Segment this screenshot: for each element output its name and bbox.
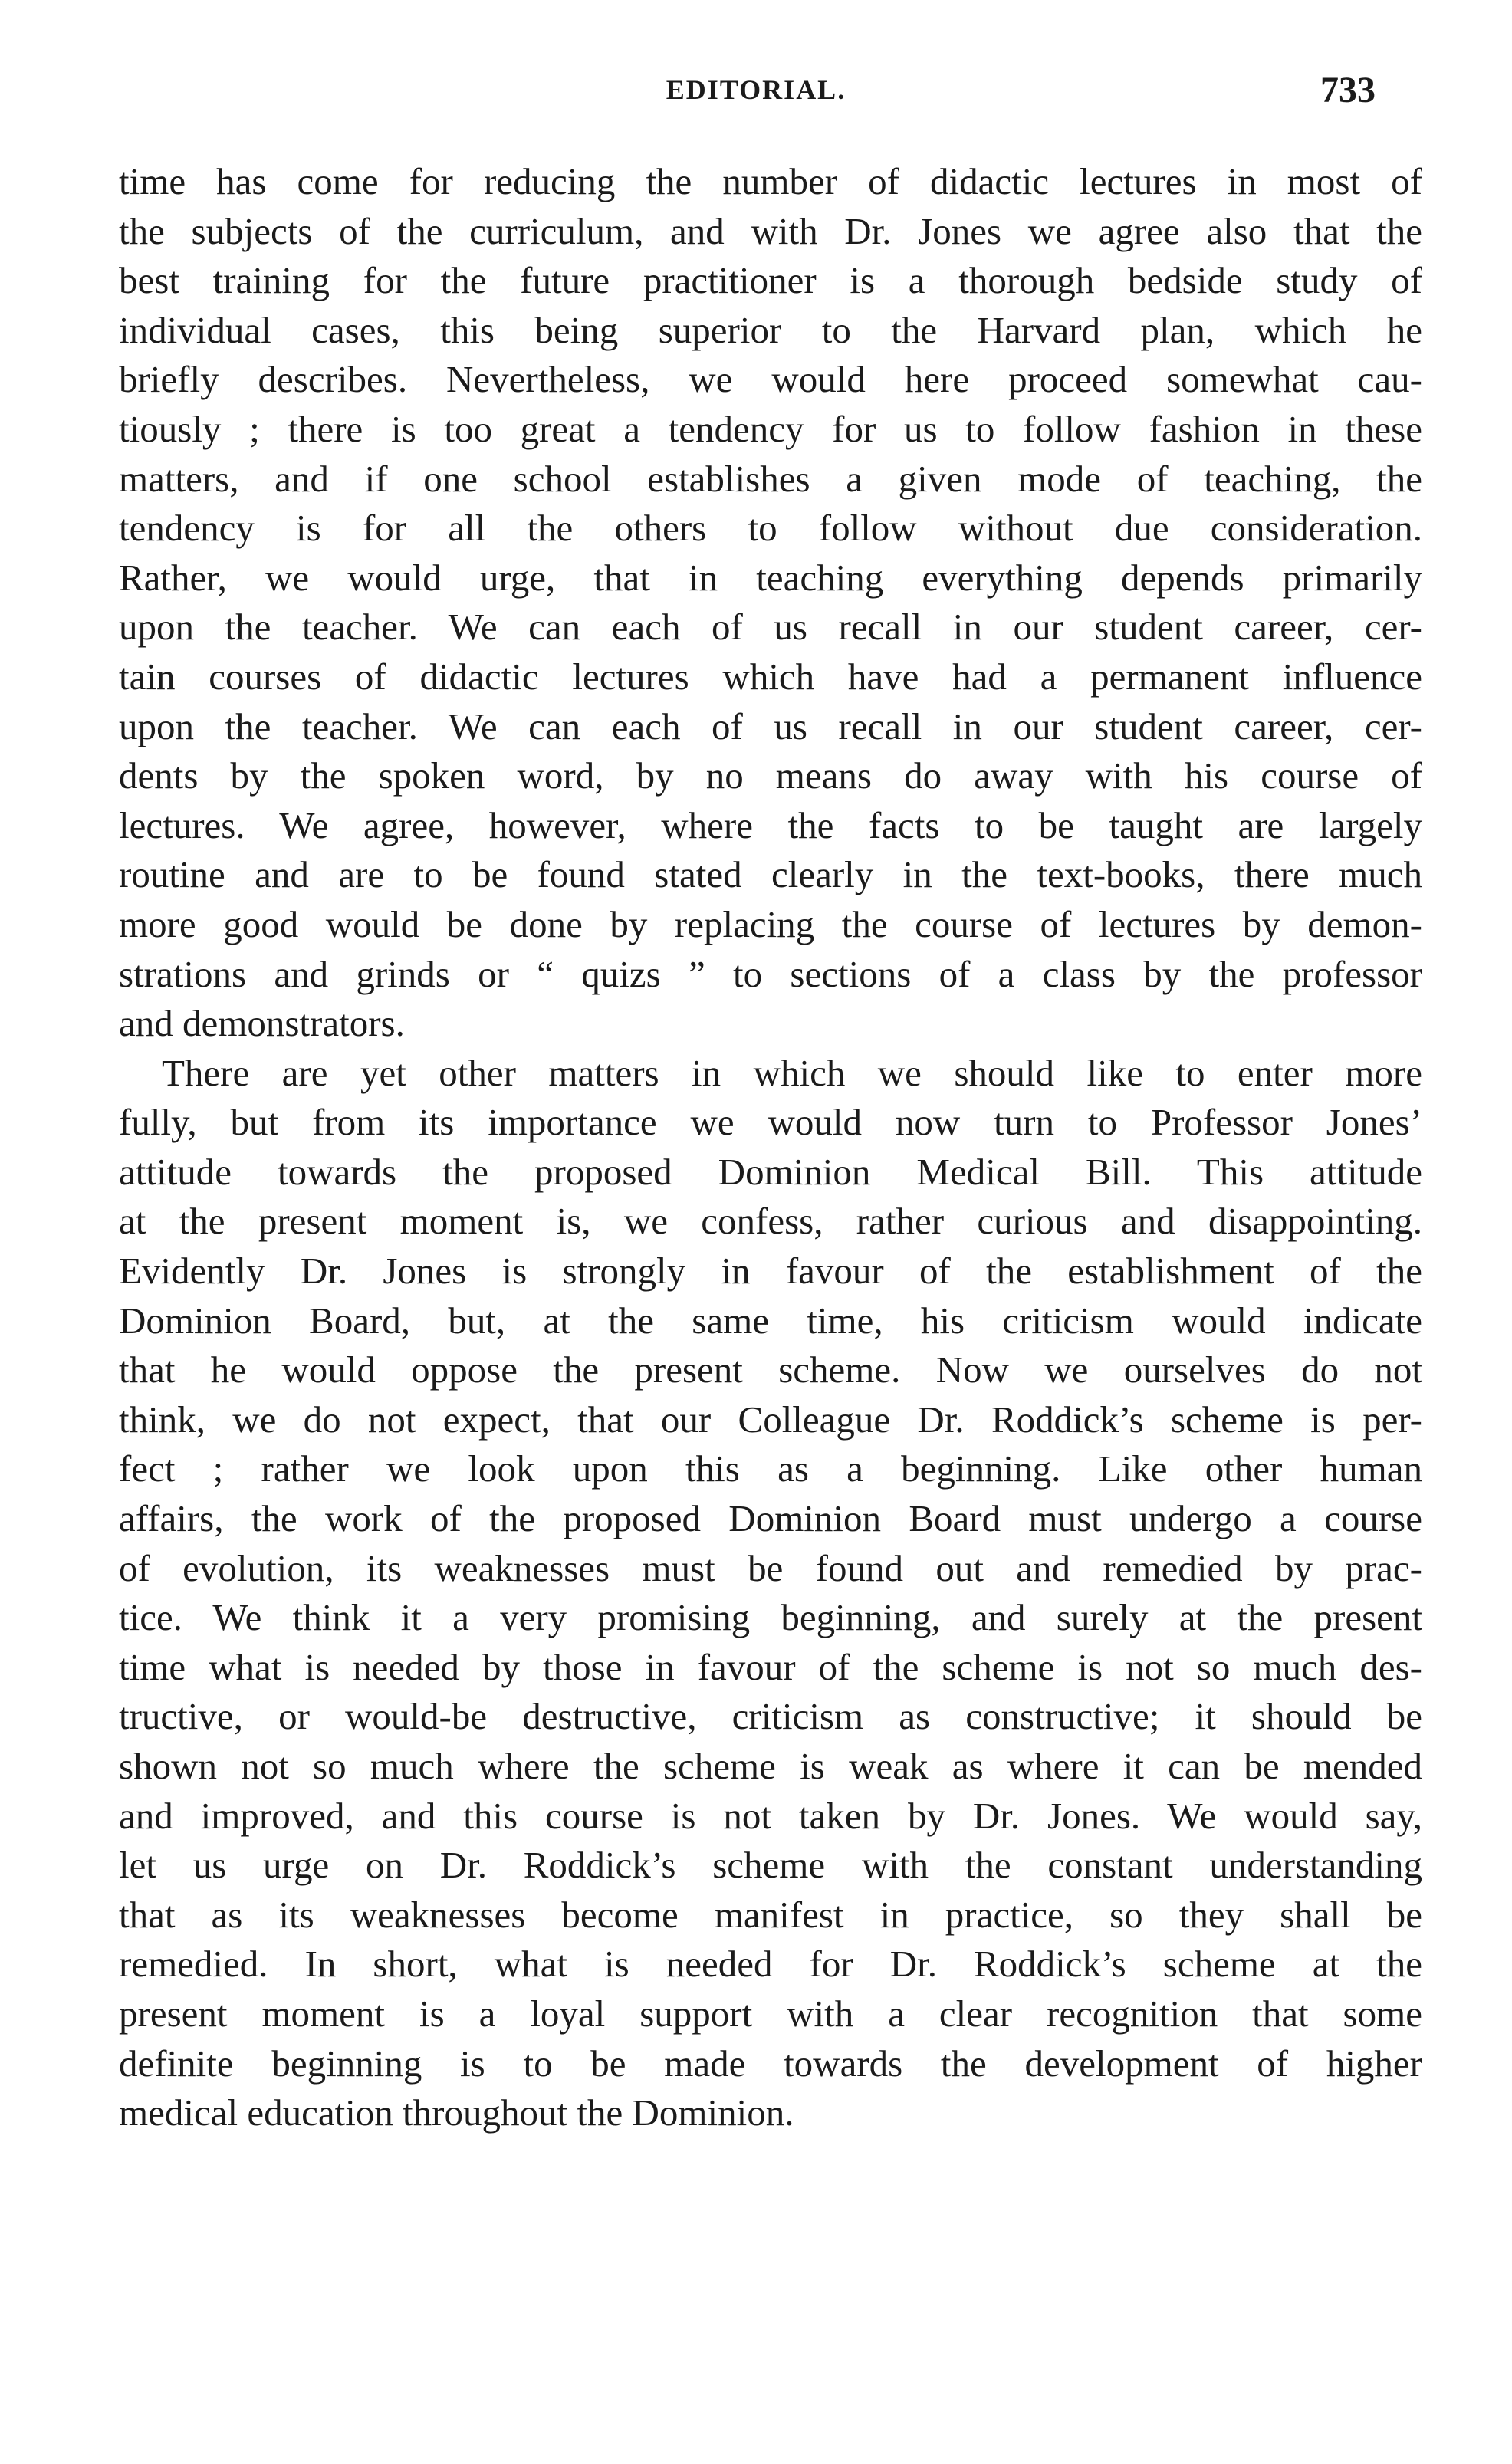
paragraph bbox=[119, 157, 1422, 1049]
text-line: fully, but from its importance we would now turn to Professor Jones’ bbox=[119, 1101, 1422, 1144]
text-line: more good would be done by replacing the course of lectures by demon- bbox=[119, 902, 1422, 945]
text-line: tendency is for all the others to follow without due consideration. bbox=[119, 507, 1422, 550]
text-line: There are yet other matters in which we should like to enter more bbox=[162, 1051, 1422, 1094]
text-line: tiously ; there is too great a tendency for us to follow fashion in these bbox=[119, 407, 1422, 450]
text-line: individual cases, this being superior to the Harvard plan, which he bbox=[119, 308, 1422, 351]
text-line: definite beginning is to be made towards the development of higher bbox=[119, 2042, 1422, 2085]
text-line: Evidently Dr. Jones is strongly in favour of the establishment of the bbox=[119, 1250, 1422, 1293]
text-line: Rather, we would urge, that in teaching everything depends primarily bbox=[119, 556, 1422, 599]
text-line: strations and grinds or “ quizs ” to sections of a class by the professor bbox=[119, 952, 1422, 995]
text-line: lectures. We agree, however, where the facts to be taught are largely bbox=[119, 803, 1422, 846]
text-line: matters, and if one school establishes a given mode of teaching, the bbox=[119, 457, 1422, 500]
text-line: present moment is a loyal support with a clear recognition that some bbox=[119, 1992, 1422, 2035]
text-line: affairs, the work of the proposed Dominion Board must undergo a course bbox=[119, 1497, 1422, 1540]
text-line: fect ; rather we look upon this as a beginning. Like other human bbox=[119, 1447, 1422, 1490]
text-line: best training for the future practitioner is a thorough bedside study of bbox=[119, 259, 1422, 302]
text-line: at the present moment is, we confess, rather curious and disappointing. bbox=[119, 1200, 1422, 1243]
text-line: Dominion Board, but, at the same time, his criticism would indicate bbox=[119, 1299, 1422, 1342]
text-line: upon the teacher. We can each of us recall in our student career, cer- bbox=[119, 705, 1422, 747]
text-line: dents by the spoken word, by no means do away with his course of bbox=[119, 754, 1422, 797]
page-header bbox=[115, 70, 1397, 120]
text-line: of evolution, its weaknesses must be found out and remedied by prac- bbox=[119, 1546, 1422, 1589]
text-line: tructive, or would-be destructive, criticism as constructive; it should be bbox=[119, 1695, 1422, 1738]
text-line: that he would oppose the present scheme. Now we ourselves do not bbox=[119, 1349, 1422, 1391]
text-line: remedied. In short, what is needed for Dr. Roddick’s scheme at the bbox=[119, 1943, 1422, 1986]
text-line: tain courses of didactic lectures which have had a permanent influence bbox=[119, 655, 1422, 698]
text-line: upon the teacher. We can each of us recall in our student career, cer- bbox=[119, 606, 1422, 649]
text-line: and demonstrators. bbox=[119, 1002, 405, 1045]
paragraph bbox=[119, 1049, 1422, 2138]
text-line: briefly describes. Nevertheless, we would here proceed somewhat cau- bbox=[119, 358, 1422, 401]
text-line: tice. We think it a very promising beginning, and surely at the present bbox=[119, 1596, 1422, 1639]
text-line: that as its weaknesses become manifest in practice, so they shall be bbox=[119, 1893, 1422, 1936]
text-line: and improved, and this course is not taken by Dr. Jones. We would say, bbox=[119, 1794, 1422, 1837]
text-line: let us urge on Dr. Roddick’s scheme with the constant understanding bbox=[119, 1844, 1422, 1887]
text-line: time has come for reducing the number of didactic lectures in most of bbox=[119, 160, 1422, 202]
text-line: medical education throughout the Dominion. bbox=[119, 2091, 794, 2134]
text-line: think, we do not expect, that our Colleague Dr. Roddick’s scheme is per- bbox=[119, 1398, 1422, 1441]
text-line: routine and are to be found stated clearly in the text-books, there much bbox=[119, 853, 1422, 896]
running-head: EDITORIAL. bbox=[666, 74, 846, 105]
text-line: attitude towards the proposed Dominion Medical Bill. This attitude bbox=[119, 1150, 1422, 1193]
text-line: shown not so much where the scheme is weak as where it can be mended bbox=[119, 1745, 1422, 1787]
page-number: 733 bbox=[1320, 70, 1376, 110]
text-line: time what is needed by those in favour of the scheme is not so much des- bbox=[119, 1645, 1422, 1688]
editorial-body bbox=[119, 157, 1422, 2138]
text-line: the subjects of the curriculum, and with Dr. Jones we agree also that the bbox=[119, 209, 1422, 252]
